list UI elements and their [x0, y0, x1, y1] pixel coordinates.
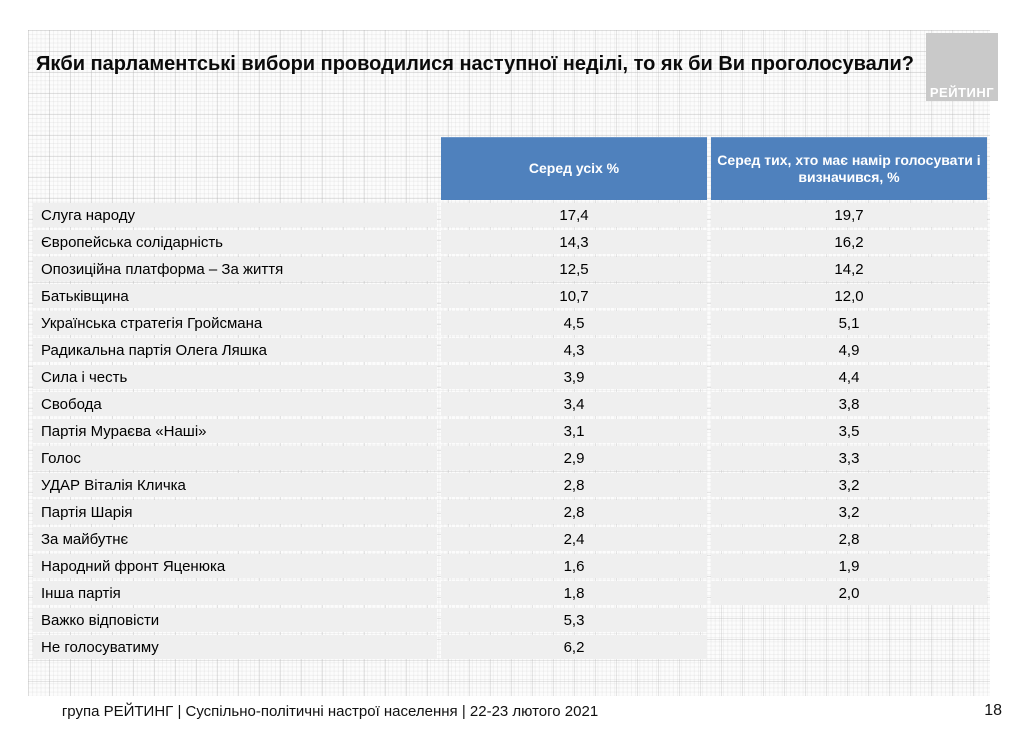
party-label: Голос: [33, 446, 437, 470]
value-decided: 16,2: [711, 230, 987, 254]
table-row: [33, 419, 987, 443]
party-label: УДАР Віталія Кличка: [33, 473, 437, 497]
party-label: Свобода: [33, 392, 437, 416]
page-title: Якби парламентські вибори проводилися наступної неділі, то як би Ви проголосували?: [36, 53, 914, 75]
value-all: 4,5: [441, 311, 707, 335]
value-all: 1,8: [441, 581, 707, 605]
table-row: [33, 635, 987, 659]
value-all: 6,2: [441, 635, 707, 659]
value-all: 4,3: [441, 338, 707, 362]
value-decided: 4,4: [711, 365, 987, 389]
value-all: 1,6: [441, 554, 707, 578]
table-row: [33, 365, 987, 389]
value-all: 2,8: [441, 500, 707, 524]
value-all: 10,7: [441, 284, 707, 308]
table-row: [33, 527, 987, 551]
table-row: [33, 608, 987, 632]
value-decided: 1,9: [711, 554, 987, 578]
header-spacer: [33, 137, 437, 200]
value-decided: 19,7: [711, 203, 987, 227]
table-row: [33, 554, 987, 578]
value-decided: 4,9: [711, 338, 987, 362]
value-all: 5,3: [441, 608, 707, 632]
value-decided: 3,5: [711, 419, 987, 443]
page-number: 18: [984, 702, 1002, 719]
value-decided: [711, 608, 987, 632]
party-label: Українська стратегія Гройсмана: [33, 311, 437, 335]
value-decided: 5,1: [711, 311, 987, 335]
value-all: 3,4: [441, 392, 707, 416]
party-label: Радикальна партія Олега Ляшка: [33, 338, 437, 362]
value-all: 17,4: [441, 203, 707, 227]
rating-logo: [926, 33, 998, 101]
party-label: Важко відповісти: [33, 608, 437, 632]
table-row: [33, 446, 987, 470]
party-label: За майбутнє: [33, 527, 437, 551]
value-all: 14,3: [441, 230, 707, 254]
party-label: Інша партія: [33, 581, 437, 605]
footer-text: група РЕЙТИНГ | Суспільно-політичні настрої населення | 22-23 лютого 2021: [61, 703, 599, 720]
table-row: [33, 338, 987, 362]
table-row: [33, 230, 987, 254]
table-body: [33, 203, 987, 659]
value-decided: 3,2: [711, 473, 987, 497]
table-row: [33, 392, 987, 416]
value-decided: 12,0: [711, 284, 987, 308]
party-label: Партія Мураєва «Наші»: [33, 419, 437, 443]
value-decided: 2,0: [711, 581, 987, 605]
poll-table: [33, 137, 987, 662]
party-label: Партія Шарія: [33, 500, 437, 524]
table-row: [33, 473, 987, 497]
table-row: [33, 257, 987, 281]
value-decided: 3,2: [711, 500, 987, 524]
header-col-all: Серед усіх %: [441, 137, 707, 200]
value-decided: 3,3: [711, 446, 987, 470]
value-all: 2,8: [441, 473, 707, 497]
table-row: [33, 581, 987, 605]
value-decided: 2,8: [711, 527, 987, 551]
table-row: [33, 203, 987, 227]
party-label: Опозиційна платформа – За життя: [33, 257, 437, 281]
value-all: 2,4: [441, 527, 707, 551]
value-all: 2,9: [441, 446, 707, 470]
value-decided: 14,2: [711, 257, 987, 281]
slide-canvas: [28, 30, 995, 696]
party-label: Сила і честь: [33, 365, 437, 389]
table-row: [33, 284, 987, 308]
value-all: 12,5: [441, 257, 707, 281]
value-all: 3,9: [441, 365, 707, 389]
party-label: Європейська солідарність: [33, 230, 437, 254]
table-header-row: [33, 137, 987, 200]
party-label: Слуга народу: [33, 203, 437, 227]
value-decided: 3,8: [711, 392, 987, 416]
table-row: [33, 500, 987, 524]
value-decided: [711, 635, 987, 659]
party-label: Народний фронт Яценюка: [33, 554, 437, 578]
rating-logo-label: РЕЙТИНГ: [929, 85, 995, 100]
header-col-decided: Серед тих, хто має намір голосувати і визначився, %: [711, 137, 987, 200]
party-label: Не голосуватиму: [33, 635, 437, 659]
table-row: [33, 311, 987, 335]
party-label: Батьківщина: [33, 284, 437, 308]
value-all: 3,1: [441, 419, 707, 443]
